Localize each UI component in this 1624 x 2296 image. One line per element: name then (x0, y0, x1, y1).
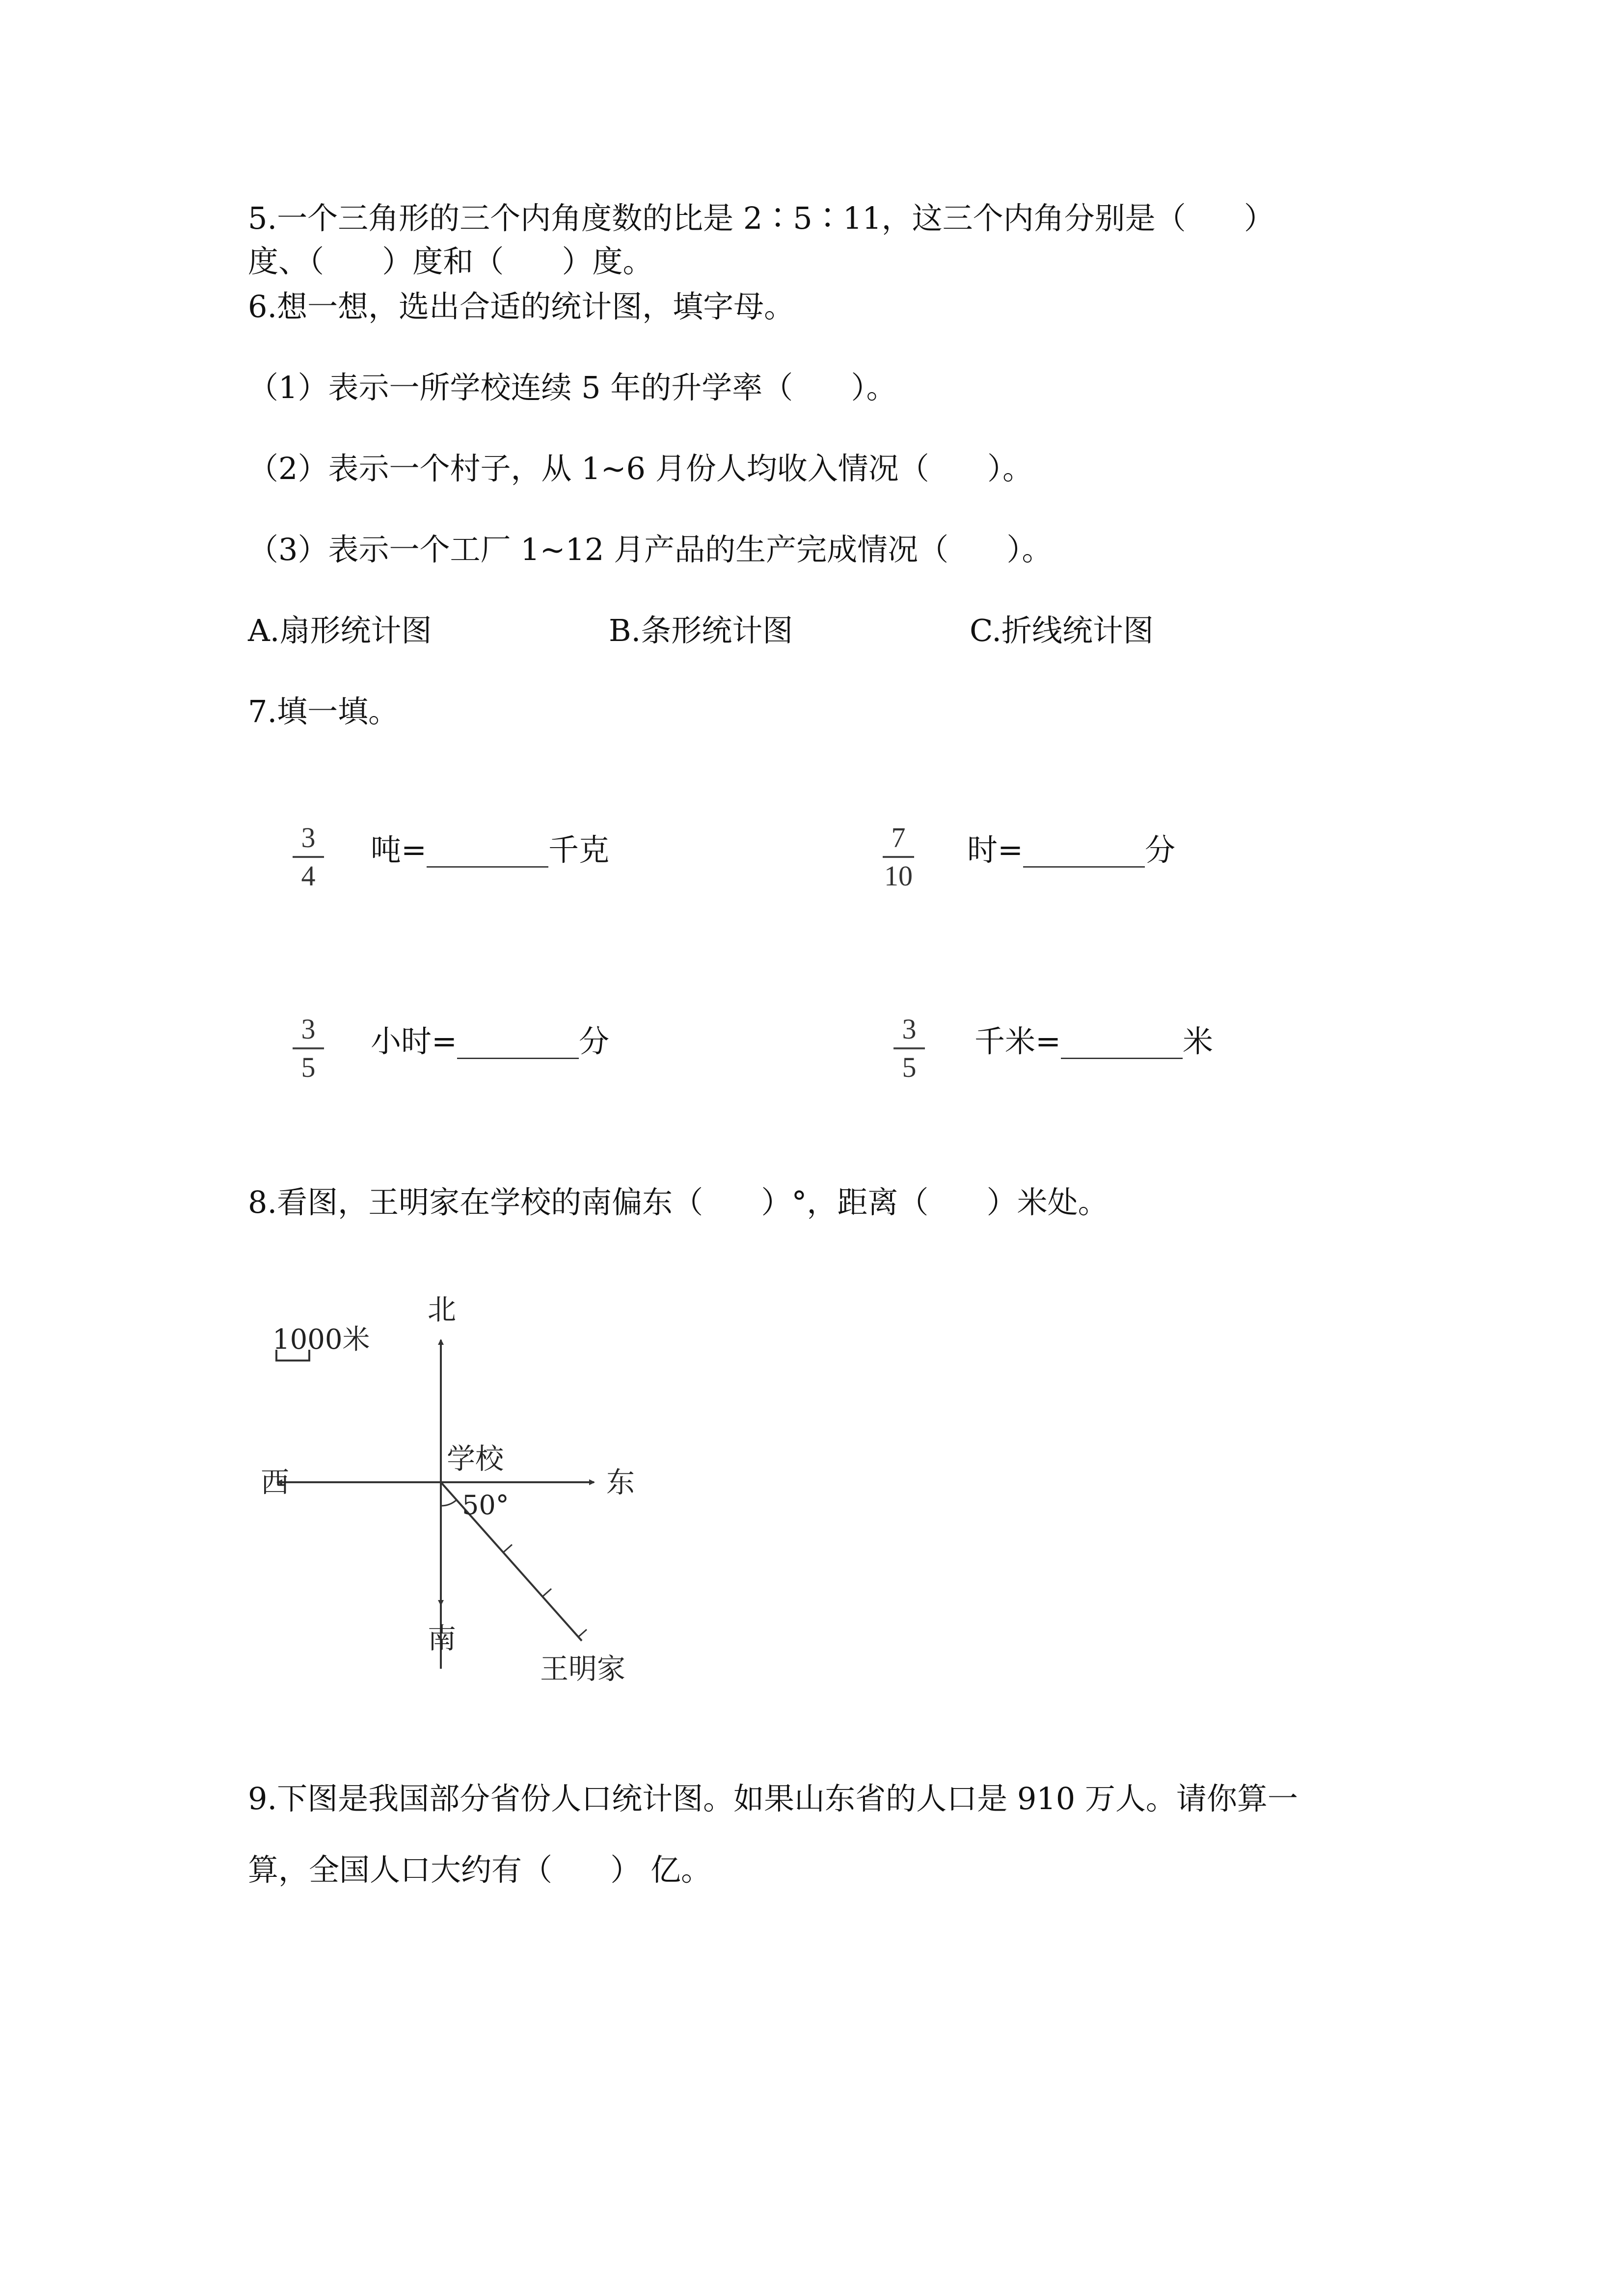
q8-title: 8.看图，王明家在学校的南偏东（ ）°，距离（ ）米处。 (248, 1184, 1109, 1220)
fraction-2 (879, 824, 918, 890)
fraction-3-denominator: 5 (301, 1051, 316, 1083)
fraction-4-denominator: 5 (902, 1051, 917, 1083)
q6-item-2: （2）表示一个村子，从 1~6 月份人均收入情况（ ）。 (248, 451, 1033, 486)
fraction-3 (289, 1015, 328, 1082)
school-label: 学校 (447, 1442, 504, 1475)
ray-tick-1 (503, 1545, 512, 1552)
north-label: 北 (428, 1293, 457, 1326)
direction-diagram (248, 1286, 670, 1688)
q6-option-b: B.条形统计图 (609, 613, 793, 648)
south-label: 南 (428, 1622, 457, 1655)
ray-tick-2 (542, 1589, 551, 1597)
east-label: 东 (606, 1466, 635, 1499)
q7-title: 7.填一填。 (248, 694, 399, 729)
direction-diagram-svg (248, 1286, 670, 1688)
q6-item-1: （1）表示一所学校连续 5 年的升学率（ ）。 (248, 370, 897, 405)
q5-line2: 度、（ ）度和（ ）度。 (248, 243, 653, 279)
home-label: 王明家 (540, 1652, 626, 1685)
fraction-4-numerator: 3 (902, 1013, 917, 1045)
fraction-1-denominator: 4 (301, 860, 316, 892)
fraction-2-numerator: 7 (891, 822, 906, 854)
q7-item-2-text: 时=________分 (967, 832, 1175, 868)
q6-title: 6.想一想，选出合适的统计图，填字母。 (248, 289, 795, 324)
west-label: 西 (261, 1466, 290, 1499)
angle-label: 50° (462, 1490, 509, 1521)
q5-line1: 5.一个三角形的三个内角度数的比是 2∶5∶11，这三个内角分别是（ ） (248, 200, 1274, 236)
q9-line2: 算，全国人口大约有（ ） 亿。 (248, 1852, 711, 1888)
fraction-4 (890, 1015, 929, 1082)
q9-line1: 9.下图是我国部分省份人口统计图。如果山东省的人口是 910 万人。请你算一 (248, 1781, 1298, 1816)
scale-label: 1000米 (272, 1324, 370, 1356)
fraction-3-numerator: 3 (301, 1013, 316, 1045)
q7-item-1-text: 吨=________千克 (371, 832, 609, 868)
q7-item-3-text: 小时=________分 (371, 1023, 609, 1059)
q6-option-c: C.折线统计图 (970, 613, 1154, 648)
angle-arc (441, 1500, 457, 1506)
fraction-1 (289, 824, 328, 890)
q7-item-4-text: 千米=________米 (974, 1023, 1213, 1059)
q6-item-3: （3）表示一个工厂 1~12 月产品的生产完成情况（ ）。 (248, 532, 1053, 567)
ray-tick-3 (578, 1629, 587, 1637)
fraction-2-denominator: 10 (884, 860, 913, 892)
q6-option-a: A.扇形统计图 (248, 613, 432, 648)
fraction-1-numerator: 3 (301, 822, 316, 854)
